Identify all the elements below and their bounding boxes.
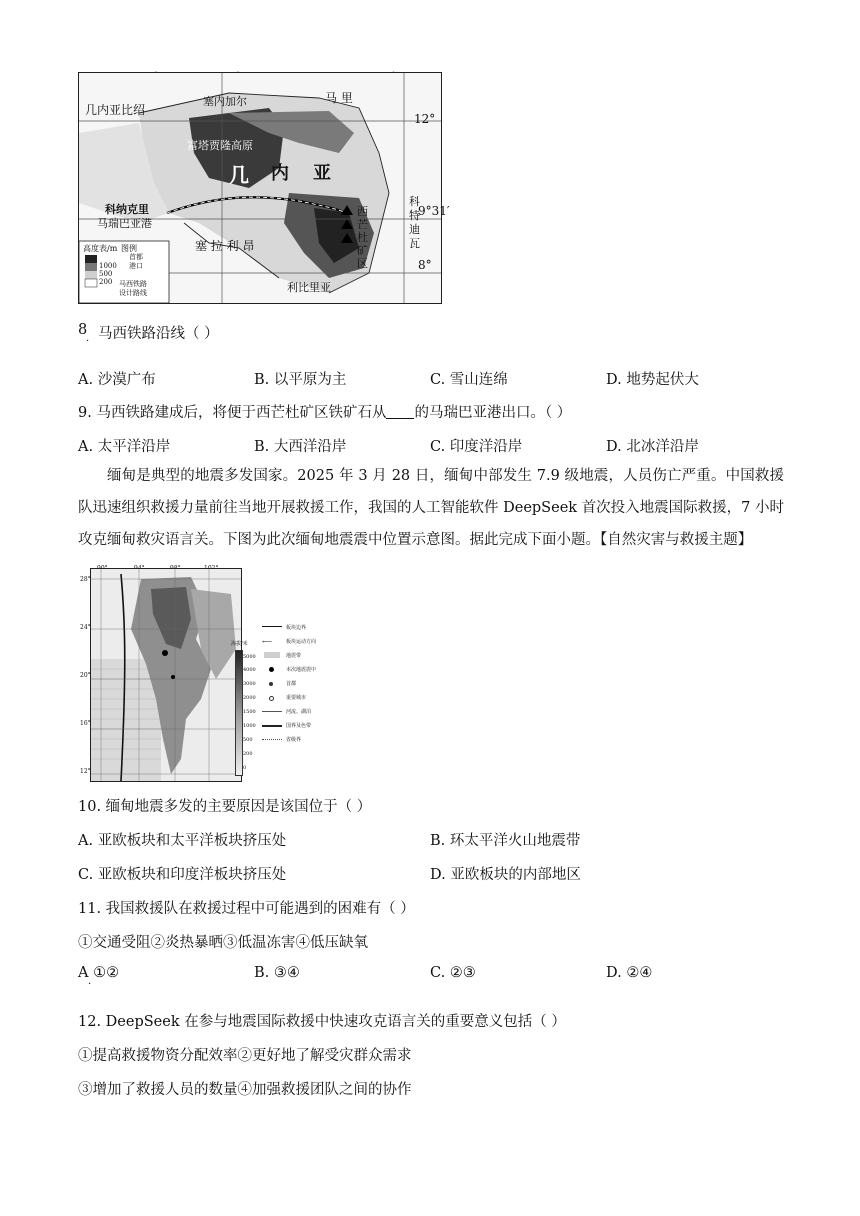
legend-plate-boundary: 板块边界 — [286, 625, 307, 631]
legend-capital: 首都 — [129, 253, 143, 261]
q9-stem — [78, 401, 571, 422]
label-guinea-2: 内 — [271, 163, 289, 184]
q10-option-a[interactable]: A. 亚欧板块和太平洋板块挤压处 — [78, 833, 287, 849]
map2-elev-tick: 0 — [243, 765, 247, 771]
q10-stem: 10. 缅甸地震多发的主要原因是该国位于（ ） — [78, 799, 372, 815]
q10-option-c[interactable]: C. 亚欧板块和印度洋板块挤压处 — [78, 867, 287, 883]
q11-option-c[interactable]: C. ②③ — [430, 965, 476, 981]
q8-option-b[interactable]: B. 以平原为主 — [254, 372, 347, 388]
label-mali: 马 里 — [325, 91, 353, 105]
label-simandou-1: 西 — [357, 205, 368, 218]
label-cote-1: 科 — [409, 195, 420, 208]
label-simandou-4: 矿 — [357, 244, 368, 257]
label-guinea-bissau: 几内亚比绍 — [85, 103, 146, 117]
label-cote-2: 特 — [409, 209, 420, 222]
legend-rail-1: 马西铁路 — [119, 280, 147, 288]
passage-text: 缅甸是典型的地震多发国家。2025 年 3 月 28 日，缅甸中部发生 7.9 级地震，人员伤亡严重。中国救援队迅速组织救援力量前往当地开展救援工作，我国的人工智能软件 DeepSeek 首次投入地震国际救援，7 小时攻克缅甸救灾语言关。下图为此次缅甸地震震中位置示意图。据此完成下面小题。【自然灾害与救援主题】 — [78, 468, 785, 548]
legend-province: 省级界 — [286, 737, 302, 743]
q12-items-1: ①提高救援物资分配效率②更好地了解受灾群众需求 — [78, 1048, 412, 1064]
legend-plate-boundary-symbol — [262, 626, 282, 627]
legend-border-symbol — [262, 725, 282, 727]
legend-port: 港口 — [129, 262, 143, 270]
q12-items-2: ③增加了救援人员的数量④加强救援团队之间的协作 — [78, 1082, 412, 1098]
map2-elev-title: 海拔/米 — [231, 641, 248, 647]
legend-border: 国界及色带 — [286, 723, 312, 729]
q11-option-d[interactable]: D. ②④ — [606, 965, 653, 981]
map2-lat-12: 12° — [80, 768, 91, 775]
label-senegal: 塞内加尔 — [203, 95, 247, 108]
map2-symbol-legend — [262, 624, 332, 774]
q11-option-a-dot: · — [88, 979, 92, 990]
q11-option-b[interactable]: B. ③④ — [254, 965, 300, 981]
legend-title: 图例 — [121, 244, 137, 253]
legend-seismic-belt: 地震带 — [286, 653, 302, 659]
legend-seismic-belt-symbol — [264, 652, 280, 658]
map2-elev-tick: 1500 — [243, 709, 256, 715]
legend-province-symbol — [262, 739, 282, 740]
q11-items: ①交通受阻②炎热暴晒③低温冻害④低压缺氧 — [78, 935, 368, 951]
myanmar-earthquake-map — [90, 568, 242, 782]
map2-elev-bar — [235, 650, 243, 776]
q8-stem: 马西铁路沿线（ ） — [98, 326, 219, 342]
q9-option-a[interactable]: A. 太平洋沿岸 — [78, 439, 171, 455]
legend-epicenter-icon — [269, 667, 274, 672]
guinea-railway-map — [78, 72, 442, 304]
legend-arrow-icon: ⟵ — [262, 638, 273, 646]
elev-title: 高度表/m — [83, 244, 118, 253]
legend-capital-icon — [269, 682, 273, 686]
label-fouta: 富塔贾隆高原 — [187, 139, 253, 152]
map2-lat-24: 24° — [80, 624, 91, 631]
legend-city: 重要城市 — [286, 695, 307, 701]
q11-stem: 11. 我国救援队在救援过程中可能遇到的困难有（ ） — [78, 901, 415, 917]
label-cote-4: 瓦 — [409, 237, 420, 250]
map2-lat-28: 28° — [80, 576, 91, 583]
myanmar-map-svg — [91, 569, 241, 781]
label-sierra-leone: 塞 拉 利 昂 — [195, 239, 255, 253]
q9-option-c[interactable]: C. 印度洋沿岸 — [430, 439, 523, 455]
q11-option-a[interactable]: A ①② — [78, 965, 120, 981]
q9-stem-part1: 9. 马西铁路建成后，将便于西芒杜矿区铁矿石从 — [78, 405, 387, 421]
map-coord-9-31: 9°31′ — [418, 204, 450, 218]
map2-elev-tick: 200 — [243, 751, 253, 757]
map-coord-12-right: 12° — [414, 112, 436, 126]
label-simandou-2: 芒 — [357, 218, 368, 231]
map2-elev-tick: 3000 — [243, 681, 256, 687]
label-cote-3: 迪 — [409, 223, 420, 236]
q10-option-b[interactable]: B. 环太平洋火山地震带 — [430, 833, 581, 849]
q9-option-d[interactable]: D. 北冰洋沿岸 — [606, 439, 699, 455]
q8-option-d[interactable]: D. 地势起伏大 — [606, 372, 699, 388]
label-simandou-5: 区 — [357, 257, 368, 270]
q9-stem-part2: 的马瑞巴亚港出口。（ ） — [414, 405, 572, 421]
q8-option-a[interactable]: A. 沙漠广布 — [78, 372, 156, 388]
map2-elev-tick: 500 — [243, 737, 253, 743]
map2-elev-tick: 4000 — [243, 667, 256, 673]
q10-option-d[interactable]: D. 亚欧板块的内部地区 — [430, 867, 581, 883]
map2-elev-tick: 5000 — [243, 654, 256, 660]
elev-200: 200 — [99, 278, 113, 286]
legend-plate-motion: 板块运动方向 — [286, 639, 317, 645]
map2-lat-20: 20° — [80, 672, 91, 679]
label-guinea-3: 亚 — [313, 163, 331, 184]
map2-elev-tick: 1000 — [243, 723, 256, 729]
elev-1000: 1000 — [99, 262, 117, 270]
legend-city-icon — [269, 696, 274, 701]
label-simandou-3: 杜 — [357, 231, 368, 244]
legend-river-symbol — [262, 711, 282, 712]
q12-stem: 12. DeepSeek 在参与地震国际救援中快速攻克语言关的重要意义包括（ ） — [78, 1014, 566, 1030]
map2-elev-tick: 2000 — [243, 695, 256, 701]
legend-river: 河流、湖泊 — [286, 709, 312, 715]
map2-elev-legend — [231, 640, 261, 780]
legend-rail-2: 设计路线 — [119, 289, 147, 297]
q8-option-c[interactable]: C. 雪山连绵 — [430, 372, 508, 388]
legend-capital-map2: 首都 — [286, 681, 297, 687]
label-guinea-1: 几 — [229, 163, 249, 187]
q9-option-b[interactable]: B. 大西洋沿岸 — [254, 439, 347, 455]
legend-epicenter: 本次地震震中 — [286, 667, 317, 673]
q8-number: 8 — [78, 322, 88, 338]
q8-number-dot: · — [86, 336, 90, 347]
label-liberia: 利比里亚 — [287, 281, 331, 294]
label-conakry: 科纳克里 — [105, 203, 149, 216]
elev-500: 500 — [99, 270, 113, 278]
map2-lat-16: 16° — [80, 720, 91, 727]
map-coord-8-right: 8° — [418, 258, 432, 272]
q9-blank — [386, 404, 414, 419]
label-port: 马瑞巴亚港 — [97, 217, 152, 230]
